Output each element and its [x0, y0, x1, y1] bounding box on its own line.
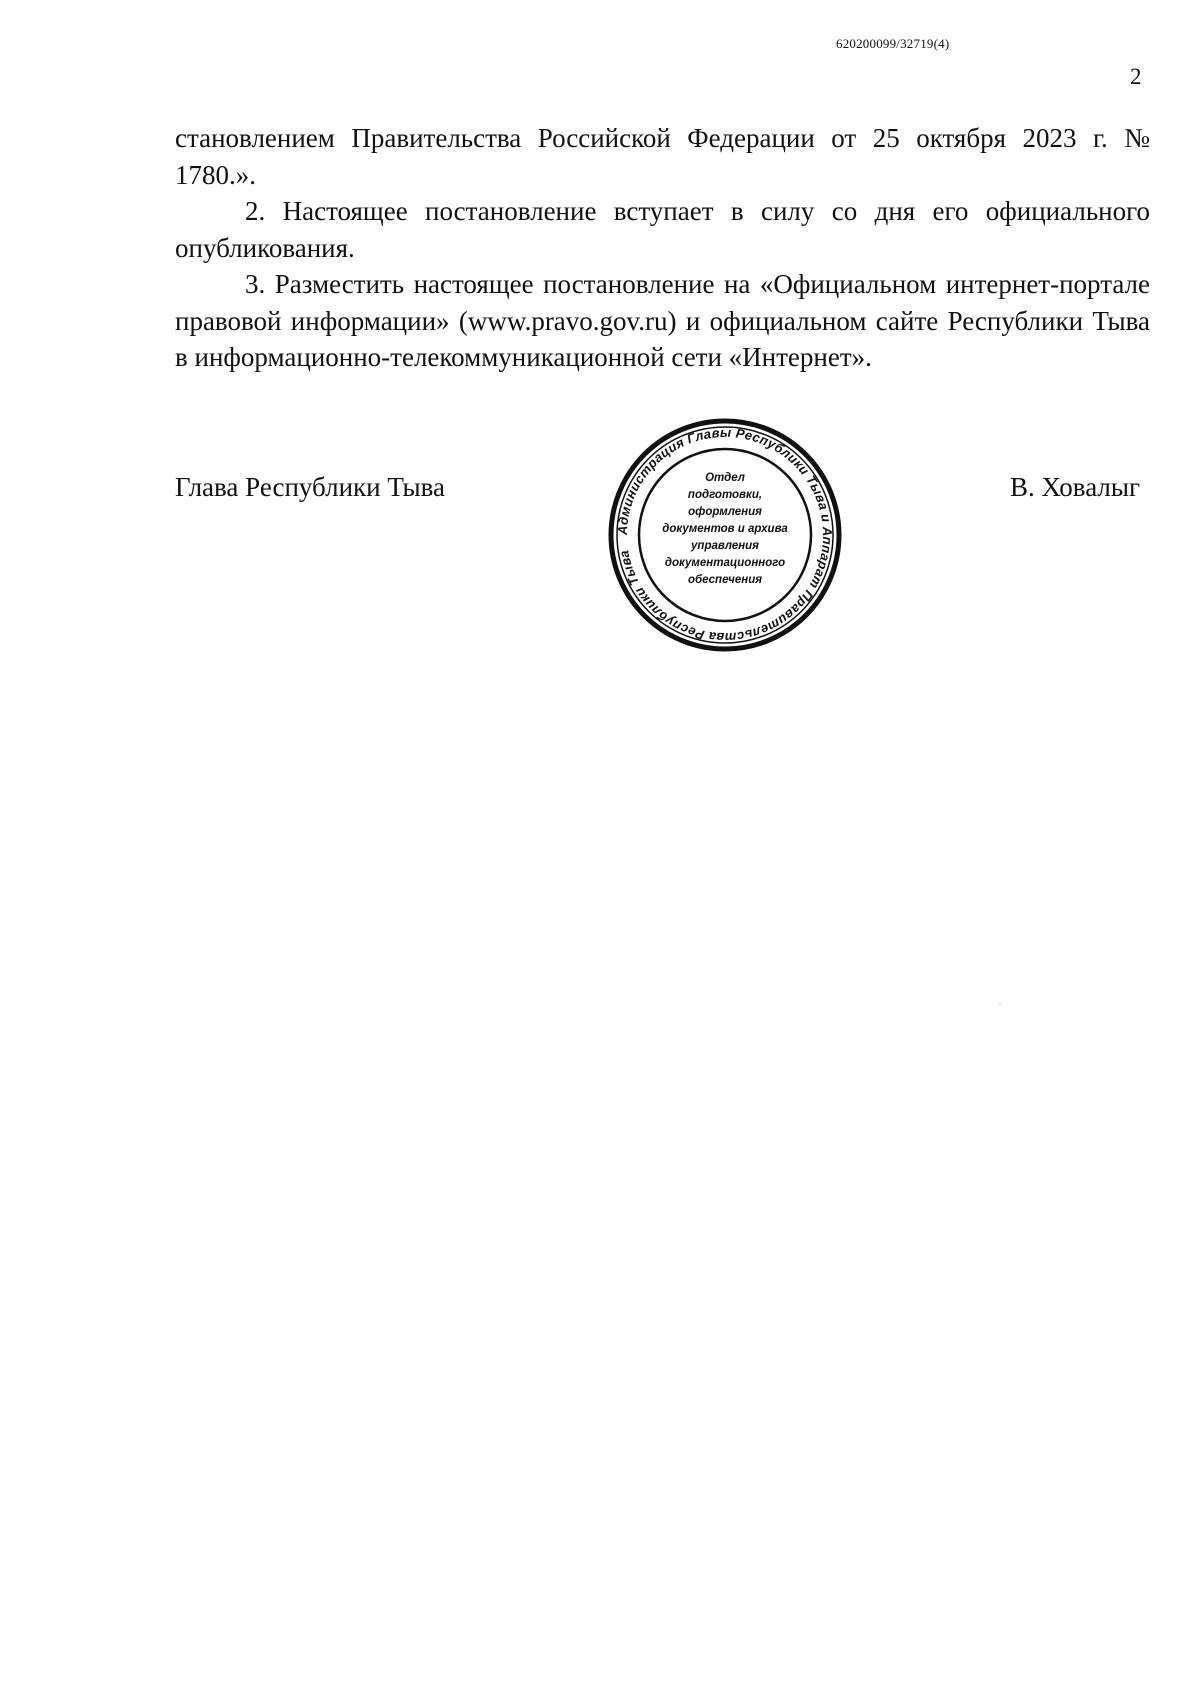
signatory-name: В. Ховалыг [1010, 472, 1141, 502]
seal-center-line: Отдел [705, 472, 745, 484]
signatory-title: Глава Республики Тыва [175, 472, 446, 502]
seal-center-line: оформления [688, 506, 762, 518]
paragraph-3: 3. Разместить настоящее постановление на «Официальном интернет-портале правовой информации» (www.pravo.gov.ru) и официальном сайте Республики Тыва в информационно-телекоммуникационной сети «Интернет». [175, 269, 1150, 372]
seal-center-line: управления [691, 540, 759, 552]
seal-center-line: документов и архива [662, 523, 788, 535]
official-seal [605, 415, 845, 655]
seal-center-line: обеспечения [687, 574, 763, 586]
document-body [175, 120, 1150, 376]
scan-speck [999, 1003, 1001, 1004]
seal-ring-text: Администрация Главы Республики Тыва и Аппарат Правительства Республики Тыва [614, 424, 836, 646]
document-code: 620200099/32719(4) [836, 36, 950, 51]
paragraph-continuation: становлением Правительства Российской Федерации от 25 октября 2023 г. № 1780.». [175, 123, 1150, 190]
paragraph-2: 2. Настоящее постановление вступает в силу со дня его официального опубликования. [175, 196, 1150, 263]
page-number: 2 [1130, 64, 1142, 89]
seal-center-line: документационного [664, 557, 786, 569]
seal-center-line: подготовки, [687, 489, 763, 501]
